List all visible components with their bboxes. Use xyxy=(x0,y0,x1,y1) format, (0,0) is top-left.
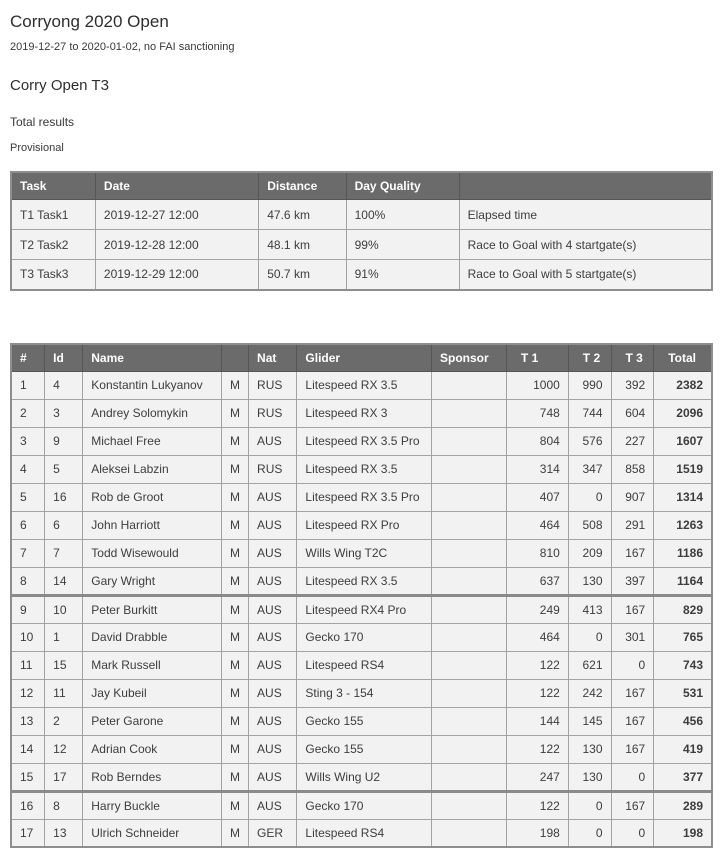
cell-glider: Litespeed RX 3 xyxy=(297,399,432,427)
cell-id: 16 xyxy=(45,483,83,511)
cell-glider: Litespeed RX 3.5 xyxy=(297,455,432,483)
cell-nat: GER xyxy=(249,819,297,847)
cell-t3: 167 xyxy=(611,679,654,707)
cell-rank: 5 xyxy=(11,483,45,511)
col-header-total: Total xyxy=(654,344,712,372)
cell-t3: 167 xyxy=(611,735,654,763)
cell-t1: 464 xyxy=(506,511,568,539)
cell-name: David Drabble xyxy=(83,623,222,651)
cell-glider: Gecko 155 xyxy=(297,707,432,735)
col-header-glider: Glider xyxy=(297,344,432,372)
result-row xyxy=(11,511,712,539)
cell-name: Gary Wright xyxy=(83,567,222,595)
cell-name: John Harriott xyxy=(83,511,222,539)
cell-sponsor xyxy=(432,707,507,735)
cell-distance: 47.6 km xyxy=(259,200,346,230)
cell-t3: 0 xyxy=(611,819,654,847)
cell-t2: 347 xyxy=(568,455,611,483)
cell-day-quality: 99% xyxy=(346,230,459,260)
cell-t3: 167 xyxy=(611,595,654,623)
task-row xyxy=(11,260,712,290)
cell-day-quality: 91% xyxy=(346,260,459,290)
cell-sponsor xyxy=(432,455,507,483)
cell-id: 14 xyxy=(45,567,83,595)
col-header-id: Id xyxy=(45,344,83,372)
cell-id: 1 xyxy=(45,623,83,651)
cell-sex: M xyxy=(222,651,249,679)
cell-name: Aleksei Labzin xyxy=(83,455,222,483)
cell-nat: AUS xyxy=(249,735,297,763)
cell-t2: 508 xyxy=(568,511,611,539)
cell-t3: 0 xyxy=(611,763,654,791)
cell-t1: 249 xyxy=(506,595,568,623)
cell-sponsor xyxy=(432,595,507,623)
cell-name: Andrey Solomykin xyxy=(83,399,222,427)
cell-sponsor xyxy=(432,623,507,651)
tasks-table xyxy=(10,171,713,291)
cell-sponsor xyxy=(432,679,507,707)
task-row xyxy=(11,200,712,230)
cell-task-type: Race to Goal with 4 startgate(s) xyxy=(459,230,712,260)
cell-t1: 198 xyxy=(506,819,568,847)
cell-rank: 7 xyxy=(11,539,45,567)
cell-t3: 167 xyxy=(611,707,654,735)
cell-sex: M xyxy=(222,763,249,791)
result-row xyxy=(11,707,712,735)
cell-sponsor xyxy=(432,735,507,763)
cell-t3: 301 xyxy=(611,623,654,651)
cell-nat: RUS xyxy=(249,455,297,483)
cell-rank: 13 xyxy=(11,707,45,735)
tasks-header-row xyxy=(11,172,712,200)
task-row xyxy=(11,230,712,260)
cell-name: Adrian Cook xyxy=(83,735,222,763)
cell-t1: 804 xyxy=(506,427,568,455)
result-row xyxy=(11,679,712,707)
cell-total: 2382 xyxy=(654,371,712,399)
cell-id: 17 xyxy=(45,763,83,791)
cell-rank: 15 xyxy=(11,763,45,791)
col-header-sex xyxy=(222,344,249,372)
cell-sex: M xyxy=(222,455,249,483)
cell-glider: Wills Wing T2C xyxy=(297,539,432,567)
cell-glider: Litespeed RX 3.5 Pro xyxy=(297,483,432,511)
status-label: Provisional xyxy=(10,142,64,154)
cell-task: T2 Task2 xyxy=(11,230,95,260)
cell-nat: AUS xyxy=(249,791,297,819)
cell-glider: Gecko 170 xyxy=(297,791,432,819)
cell-task: T1 Task1 xyxy=(11,200,95,230)
cell-t2: 621 xyxy=(568,651,611,679)
col-header-nat: Nat xyxy=(249,344,297,372)
cell-total: 531 xyxy=(654,679,712,707)
cell-sex: M xyxy=(222,819,249,847)
cell-t1: 122 xyxy=(506,651,568,679)
cell-distance: 50.7 km xyxy=(259,260,346,290)
cell-sponsor xyxy=(432,399,507,427)
cell-nat: AUS xyxy=(249,483,297,511)
cell-name: Todd Wisewould xyxy=(83,539,222,567)
cell-t2: 209 xyxy=(568,539,611,567)
cell-t3: 291 xyxy=(611,511,654,539)
cell-total: 1263 xyxy=(654,511,712,539)
cell-sponsor xyxy=(432,539,507,567)
col-header-t2: T 2 xyxy=(568,344,611,372)
cell-t3: 167 xyxy=(611,791,654,819)
cell-total: 198 xyxy=(654,819,712,847)
cell-date: 2019-12-27 12:00 xyxy=(95,200,258,230)
cell-id: 8 xyxy=(45,791,83,819)
cell-rank: 4 xyxy=(11,455,45,483)
col-header-task-type xyxy=(459,172,712,200)
cell-glider: Litespeed RS4 xyxy=(297,651,432,679)
cell-t3: 167 xyxy=(611,539,654,567)
cell-glider: Litespeed RS4 xyxy=(297,819,432,847)
cell-sponsor xyxy=(432,427,507,455)
col-header-rank: # xyxy=(11,344,45,372)
cell-t1: 122 xyxy=(506,735,568,763)
cell-id: 11 xyxy=(45,679,83,707)
cell-nat: AUS xyxy=(249,707,297,735)
cell-glider: Wills Wing U2 xyxy=(297,763,432,791)
cell-nat: AUS xyxy=(249,567,297,595)
cell-total: 1164 xyxy=(654,567,712,595)
col-header-t1: T 1 xyxy=(506,344,568,372)
cell-glider: Litespeed RX 3.5 Pro xyxy=(297,427,432,455)
col-header-day-quality: Day Quality xyxy=(346,172,459,200)
cell-t1: 144 xyxy=(506,707,568,735)
cell-t2: 576 xyxy=(568,427,611,455)
section-title: Corry Open T3 xyxy=(10,77,109,94)
col-header-sponsor: Sponsor xyxy=(432,344,507,372)
cell-t2: 0 xyxy=(568,483,611,511)
cell-sponsor xyxy=(432,651,507,679)
cell-date: 2019-12-29 12:00 xyxy=(95,260,258,290)
cell-rank: 12 xyxy=(11,679,45,707)
cell-glider: Litespeed RX4 Pro xyxy=(297,595,432,623)
result-row xyxy=(11,791,712,819)
cell-t2: 242 xyxy=(568,679,611,707)
cell-t1: 810 xyxy=(506,539,568,567)
cell-rank: 3 xyxy=(11,427,45,455)
results-type-label: Total results xyxy=(10,115,75,129)
cell-t3: 907 xyxy=(611,483,654,511)
cell-t2: 744 xyxy=(568,399,611,427)
cell-sponsor xyxy=(432,791,507,819)
cell-total: 743 xyxy=(654,651,712,679)
cell-sponsor xyxy=(432,371,507,399)
cell-name: Jay Kubeil xyxy=(83,679,222,707)
cell-nat: AUS xyxy=(249,623,297,651)
cell-t2: 0 xyxy=(568,791,611,819)
cell-sponsor xyxy=(432,567,507,595)
result-row xyxy=(11,483,712,511)
cell-sex: M xyxy=(222,567,249,595)
cell-id: 3 xyxy=(45,399,83,427)
cell-glider: Litespeed RX Pro xyxy=(297,511,432,539)
cell-t2: 0 xyxy=(568,819,611,847)
result-row xyxy=(11,595,712,623)
cell-t1: 247 xyxy=(506,763,568,791)
cell-t3: 0 xyxy=(611,651,654,679)
cell-sex: M xyxy=(222,735,249,763)
cell-rank: 8 xyxy=(11,567,45,595)
cell-t3: 858 xyxy=(611,455,654,483)
cell-glider: Litespeed RX 3.5 xyxy=(297,371,432,399)
cell-id: 12 xyxy=(45,735,83,763)
cell-t3: 392 xyxy=(611,371,654,399)
cell-nat: AUS xyxy=(249,595,297,623)
cell-t1: 748 xyxy=(506,399,568,427)
col-header-date: Date xyxy=(95,172,258,200)
cell-name: Ulrich Schneider xyxy=(83,819,222,847)
cell-t2: 0 xyxy=(568,623,611,651)
result-row xyxy=(11,427,712,455)
results-header-row xyxy=(11,344,712,372)
cell-sponsor xyxy=(432,763,507,791)
cell-t1: 1000 xyxy=(506,371,568,399)
cell-name: Peter Garone xyxy=(83,707,222,735)
cell-name: Harry Buckle xyxy=(83,791,222,819)
cell-sex: M xyxy=(222,707,249,735)
cell-nat: AUS xyxy=(249,511,297,539)
cell-name: Peter Burkitt xyxy=(83,595,222,623)
cell-id: 15 xyxy=(45,651,83,679)
cell-total: 456 xyxy=(654,707,712,735)
cell-name: Mark Russell xyxy=(83,651,222,679)
cell-total: 765 xyxy=(654,623,712,651)
cell-nat: RUS xyxy=(249,399,297,427)
cell-t2: 130 xyxy=(568,763,611,791)
cell-rank: 1 xyxy=(11,371,45,399)
cell-t2: 145 xyxy=(568,707,611,735)
cell-name: Michael Free xyxy=(83,427,222,455)
col-header-t3: T 3 xyxy=(611,344,654,372)
cell-task: T3 Task3 xyxy=(11,260,95,290)
cell-t2: 990 xyxy=(568,371,611,399)
cell-id: 4 xyxy=(45,371,83,399)
cell-rank: 2 xyxy=(11,399,45,427)
cell-id: 7 xyxy=(45,539,83,567)
competition-title: Corryong 2020 Open xyxy=(10,12,169,31)
cell-t1: 122 xyxy=(506,791,568,819)
cell-name: Rob de Groot xyxy=(83,483,222,511)
cell-sex: M xyxy=(222,427,249,455)
cell-t1: 637 xyxy=(506,567,568,595)
cell-sex: M xyxy=(222,539,249,567)
cell-distance: 48.1 km xyxy=(259,230,346,260)
cell-t2: 130 xyxy=(568,567,611,595)
cell-name: Rob Berndes xyxy=(83,763,222,791)
result-row xyxy=(11,455,712,483)
cell-t1: 464 xyxy=(506,623,568,651)
cell-sponsor xyxy=(432,511,507,539)
cell-nat: RUS xyxy=(249,371,297,399)
cell-id: 10 xyxy=(45,595,83,623)
result-row xyxy=(11,567,712,595)
cell-t1: 122 xyxy=(506,679,568,707)
cell-sex: M xyxy=(222,511,249,539)
cell-sex: M xyxy=(222,399,249,427)
cell-rank: 17 xyxy=(11,819,45,847)
result-row xyxy=(11,399,712,427)
cell-total: 289 xyxy=(654,791,712,819)
cell-total: 419 xyxy=(654,735,712,763)
cell-day-quality: 100% xyxy=(346,200,459,230)
cell-t3: 227 xyxy=(611,427,654,455)
col-header-task: Task xyxy=(11,172,95,200)
cell-total: 377 xyxy=(654,763,712,791)
cell-id: 9 xyxy=(45,427,83,455)
cell-id: 5 xyxy=(45,455,83,483)
cell-t3: 604 xyxy=(611,399,654,427)
cell-glider: Litespeed RX 3.5 xyxy=(297,567,432,595)
cell-glider: Gecko 155 xyxy=(297,735,432,763)
cell-t2: 130 xyxy=(568,735,611,763)
cell-rank: 16 xyxy=(11,791,45,819)
cell-total: 1519 xyxy=(654,455,712,483)
cell-id: 2 xyxy=(45,707,83,735)
cell-rank: 6 xyxy=(11,511,45,539)
cell-sex: M xyxy=(222,483,249,511)
cell-t3: 397 xyxy=(611,567,654,595)
result-row xyxy=(11,763,712,791)
competition-dates: 2019-12-27 to 2020-01-02, no FAI sanctioning xyxy=(10,41,235,53)
cell-name: Konstantin Lukyanov xyxy=(83,371,222,399)
cell-nat: AUS xyxy=(249,651,297,679)
cell-t1: 407 xyxy=(506,483,568,511)
cell-total: 1186 xyxy=(654,539,712,567)
col-header-name: Name xyxy=(83,344,222,372)
cell-total: 829 xyxy=(654,595,712,623)
cell-id: 6 xyxy=(45,511,83,539)
cell-rank: 9 xyxy=(11,595,45,623)
cell-date: 2019-12-28 12:00 xyxy=(95,230,258,260)
result-row xyxy=(11,623,712,651)
results-table xyxy=(10,343,713,849)
cell-sex: M xyxy=(222,791,249,819)
cell-sponsor xyxy=(432,483,507,511)
cell-total: 1607 xyxy=(654,427,712,455)
result-row xyxy=(11,735,712,763)
cell-sex: M xyxy=(222,623,249,651)
cell-rank: 11 xyxy=(11,651,45,679)
result-row xyxy=(11,539,712,567)
result-row xyxy=(11,651,712,679)
cell-t2: 413 xyxy=(568,595,611,623)
cell-id: 13 xyxy=(45,819,83,847)
cell-nat: AUS xyxy=(249,679,297,707)
cell-task-type: Elapsed time xyxy=(459,200,712,230)
cell-sex: M xyxy=(222,595,249,623)
result-row xyxy=(11,371,712,399)
cell-rank: 10 xyxy=(11,623,45,651)
cell-nat: AUS xyxy=(249,539,297,567)
cell-nat: AUS xyxy=(249,763,297,791)
col-header-distance: Distance xyxy=(259,172,346,200)
cell-t1: 314 xyxy=(506,455,568,483)
cell-sex: M xyxy=(222,371,249,399)
cell-nat: AUS xyxy=(249,427,297,455)
cell-glider: Sting 3 - 154 xyxy=(297,679,432,707)
cell-total: 2096 xyxy=(654,399,712,427)
cell-glider: Gecko 170 xyxy=(297,623,432,651)
cell-task-type: Race to Goal with 5 startgate(s) xyxy=(459,260,712,290)
cell-total: 1314 xyxy=(654,483,712,511)
cell-rank: 14 xyxy=(11,735,45,763)
cell-sex: M xyxy=(222,679,249,707)
